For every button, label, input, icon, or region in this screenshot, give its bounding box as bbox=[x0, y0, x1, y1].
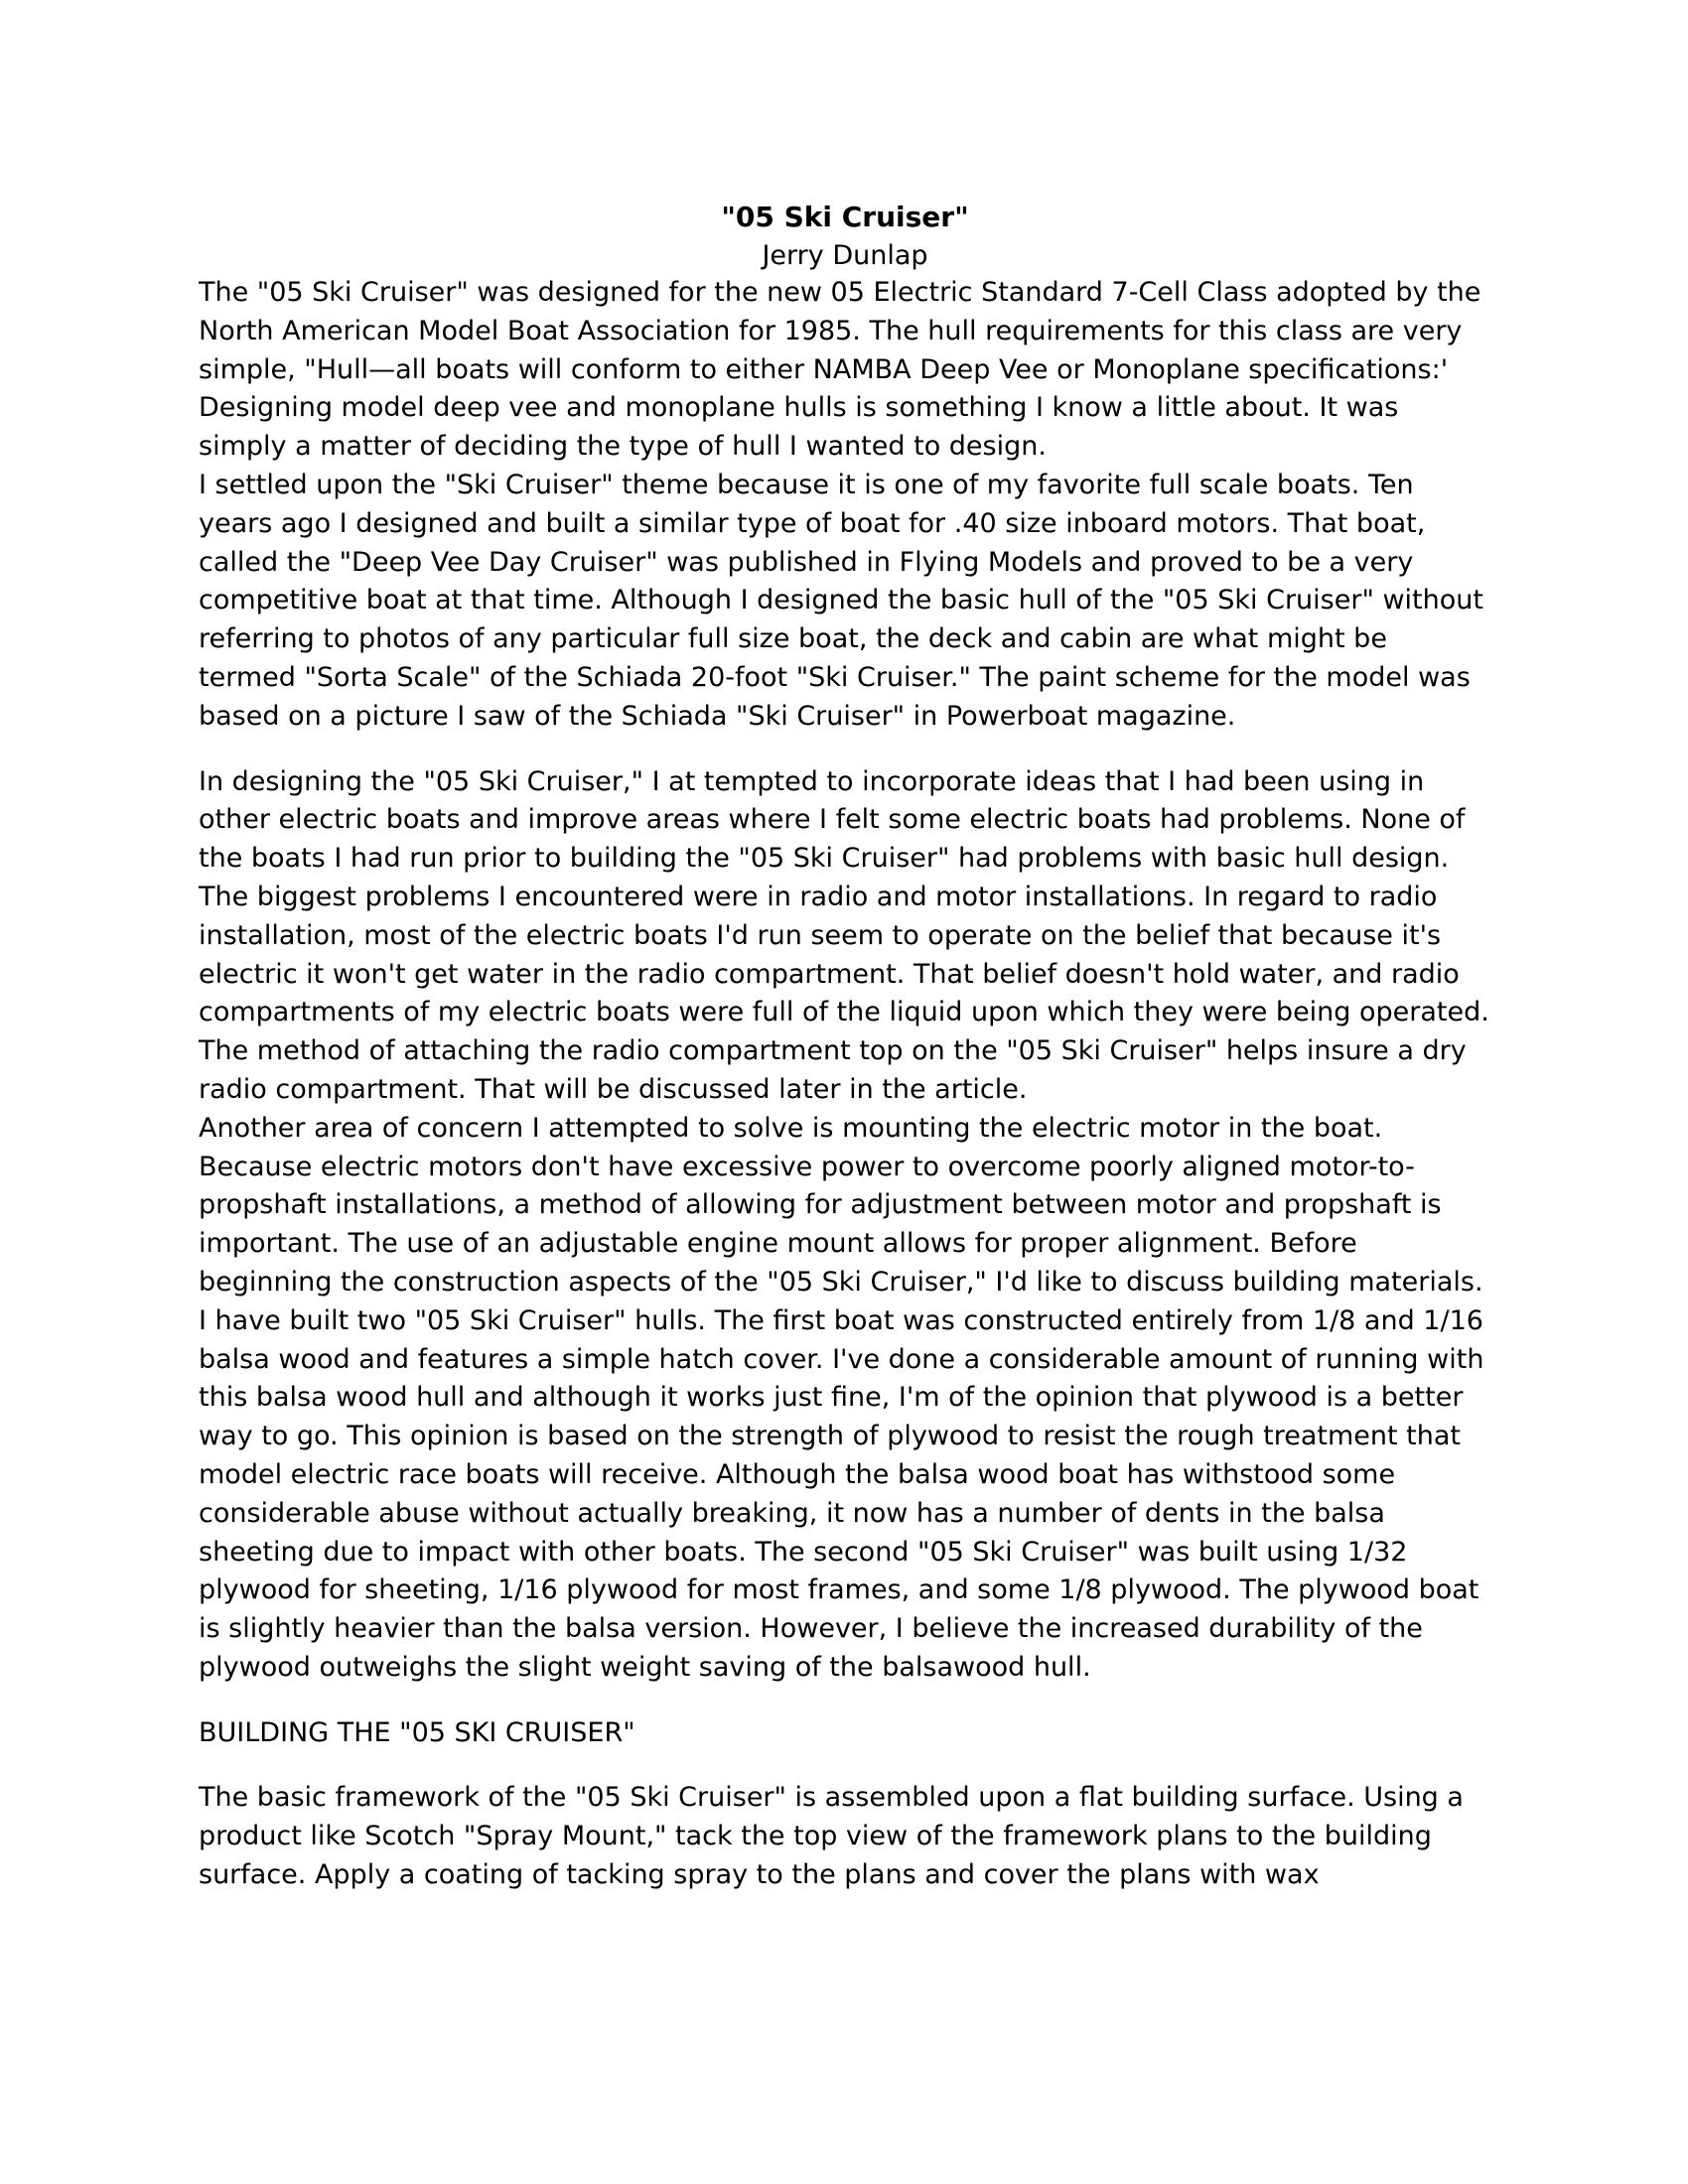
article-author: Jerry Dunlap bbox=[762, 240, 928, 271]
paragraph-design: In designing the "05 Ski Cruiser," I at tempted to incorporate ideas that I had been using in other electric boats and improve areas where I felt some electric boats had problems. None of the boats I had run prior to building the "05 Ski Cruiser" had problems with basic hull design. The biggest problems I encountered were in radio and motor installations. In regard to radio installation, most of the electric boats I'd run seem to operate on the belief that because it's electric it won't get water in the radio compartment. That belief doesn't hold water, and radio compartments of my electric boats were full of the liquid upon which they were being operated. The method of attaching the radio compartment top on the "05 Ski Cruiser" helps insure a dry radio compartment. That will be discussed later in the article. bbox=[199, 765, 1489, 1105]
article-title: "05 Ski Cruiser" bbox=[721, 201, 969, 233]
paragraph-theme: I settled upon the "Ski Cruiser" theme because it is one of my favorite full scale boats. Ten years ago I designed and built a similar type of boat for .40 size inboard motors. That boat, called the "Deep Vee Day Cruiser" was published in Flying Models and proved to be a very competitive boat at that time. Although I designed the basic hull of the "05 Ski Cruiser" without referring to photos of any particular full size boat, the deck and cabin are what might be termed "Sorta Scale" of the Schiada 20-foot "Ski Cruiser." The paint scheme for the model was based on a picture I saw of the Schiada "Ski Cruiser" in Powerboat magazine. bbox=[199, 469, 1483, 732]
paragraph-building: The basic framework of the "05 Ski Cruiser" is assembled upon a flat building surface. Using a product like Scotch "Spray Mount," tack the top view of the framework plans to the building surface. Apply a coating of tacking spray to the plans and cover the plans with wax bbox=[199, 1782, 1464, 1891]
article-body bbox=[199, 197, 1491, 1895]
paragraph-materials: Another area of concern I attempted to solve is mounting the electric motor in the boat. Because electric motors don't have excessive power to overcome poorly aligned motor-to-propshaft installations, a method of allowing for adjustment between motor and propshaft is important. The use of an adjustable engine mount allows for proper alignment. Before beginning the construction aspects of the "05 Ski Cruiser," I'd like to discuss building materials. I have built two "05 Ski Cruiser" hulls. The first boat was constructed entirely from 1/8 and 1/16 balsa wood and features a simple hatch cover. I've done a considerable amount of running with this balsa wood hull and although it works just fine, I'm of the opinion that plywood is a better way to go. This opinion is based on the strength of plywood to resist the rough treatment that model electric race boats will receive. Although the balsa wood boat has withstood some considerable abuse without actually breaking, it now has a number of dents in the balsa sheeting due to impact with other boats. The second "05 Ski Cruiser" was built using 1/32 plywood for sheeting, 1/16 plywood for most frames, and some 1/8 plywood. The plywood boat is slightly heavier than the balsa version. However, I believe the increased durability of the plywood outweighs the slight weight saving of the balsawood hull. bbox=[199, 1112, 1484, 1683]
paragraph-intro: The "05 Ski Cruiser" was designed for the new 05 Electric Standard 7-Cell Class adopted by the North American Model Boat Association for 1985. The hull requirements for this class are very simple, "Hull—all boats will conform to either NAMBA Deep Vee or Monoplane specifications:' Designing model deep vee and monoplane hulls is something I know a little about. It was simply a matter of deciding the type of hull I wanted to design. bbox=[199, 277, 1481, 463]
section-heading: BUILDING THE "05 SKI CRUISER" bbox=[199, 1716, 635, 1748]
